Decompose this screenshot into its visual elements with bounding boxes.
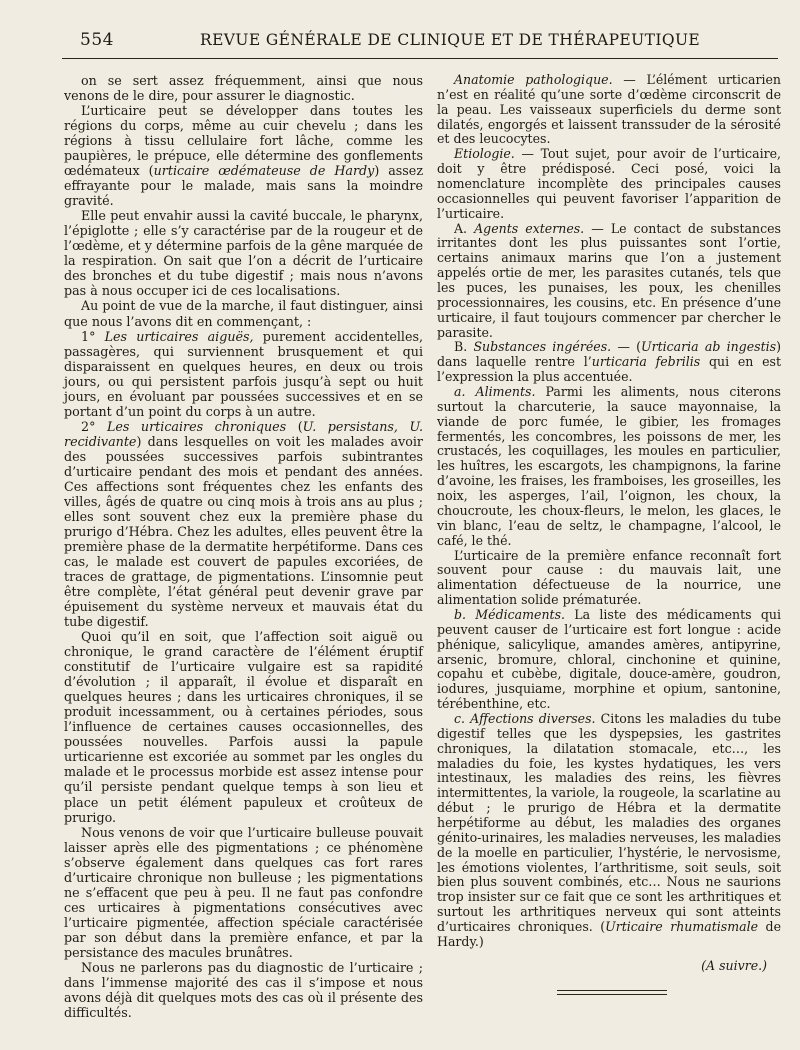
paragraph bbox=[64, 298, 423, 328]
left-column bbox=[64, 73, 423, 1020]
paragraph bbox=[437, 340, 781, 385]
text-run: A. bbox=[454, 220, 475, 236]
italic-text: Anatomie pathologique. bbox=[454, 72, 613, 87]
italic-text: Urticaire rhumatismale bbox=[605, 918, 759, 934]
text-run: — ( bbox=[611, 339, 642, 355]
paragraph bbox=[437, 549, 781, 608]
italic-text: c. Affections diverses. bbox=[454, 710, 596, 726]
text-run: Elle peut envahir aussi la cavité buccale, le pharynx, l’épiglotte ; elle s’y caractérise par de la rougeur et de l’œdème, et y détermine parfois de la gêne marquée de la respiration. On sait que l’on a décrit de l’urticaire des bronches et du tube digestif ; mais nous n’avons pas à nous occuper ici de ces localisations. bbox=[64, 208, 423, 299]
text-run: qui en est l’expression la plus accentuée. bbox=[437, 354, 781, 385]
paragraph bbox=[64, 629, 423, 824]
text-run: ) dans laquelle rentre l’ bbox=[437, 339, 781, 370]
text-run: L’urticaire peut se développer dans toutes les régions du corps, même au cuir chevelu ; dans les régions à tissu cellulaire fort lâche, comme les paupières, le prépuce, elle détermine des gonflements œdémateux ( bbox=[64, 103, 423, 179]
text-run: L’urticaire de la première enfance reconnaît fort souvent pour cause : du mauvais lait, une alimentation défectueuse de la nourrice, une alimentation solide prématurée. bbox=[437, 547, 781, 608]
italic-text: Les urticaires aiguës, bbox=[104, 328, 254, 344]
text-run: Nous venons de voir que l’urticaire bulleuse pouvait laisser après elle des pigmentations ; ce phénomène s’observe également dans quelques cas fort rares d’urticaire chronique non bulleuse ; les pigmentations ne s’effacent que peu à peu. Il ne faut pas confondre ces urticaires à pigmentations consécutives avec l’urticaire pigmentée, affection spéciale caractérisée par son début dans la première enfance, et par la persistance des macules brunâtres. bbox=[64, 824, 423, 960]
italic-text: Substances ingérées. bbox=[473, 339, 612, 355]
paragraph bbox=[437, 385, 781, 548]
paragraph bbox=[64, 960, 423, 1020]
paragraph bbox=[437, 712, 781, 950]
running-title: REVUE GÉNÉRALE DE CLINIQUE ET DE THÉRAPEUTIQUE bbox=[200, 31, 701, 49]
end-rule-bottom bbox=[557, 994, 667, 995]
text-run: — Le contact de substances irritantes dont les plus puissantes sont l’ortie, certains animaux marins que l’on a justement appelés ortie de mer, les parasites cutanés, tels que les puces, les punaises, les poux, les chenilles processionnaires, les cousins, etc. En présence d’une urticaire, il faut toujours commencer par chercher le parasite. bbox=[437, 220, 781, 340]
paragraph bbox=[64, 73, 423, 103]
text-run: — Tout sujet, pour avoir de l’urticaire, doit y être prédisposé. Ceci posé, voici la nomenclature incomplète des principales causes occasionnelles qui peuvent favoriser l’apparition de l’urticaire. bbox=[437, 146, 781, 221]
text-run: Quoi qu’il en soit, que l’affection soit aiguë ou chronique, le grand caractère de l’élément éruptif constitutif de l’urticaire vulgaire est sa rapidité d’évolution ; il apparaît, il évolue et disparaît en quelques heures ; dans les urticaires chroniques, il se produit incessamment, ou à certaines périodes, sous l’influence de certaines causes occasionnelles, des poussées nouvelles. Parfois aussi la papule urticarienne est excoriée au sommet par les ongles du malade et le processus morbide est assez intense pour qu’il persiste pendant quelque temps à son lieu et place un petit élément papuleux et croûteux de prurigo. bbox=[64, 629, 423, 825]
paragraph bbox=[64, 103, 423, 208]
continuation-note-text: (A suivre.) bbox=[701, 957, 767, 973]
italic-text: U. persistans, U. recidivante bbox=[64, 418, 424, 449]
text-run: Parmi les aliments, nous citerons surtout la charcuterie, la sauce mayonnaise, la viande de porc fumée, le gibier, les fromages fermentés, les concombres, les poissons de mer, les crustacés, les coquillages, les moules en particulier, les huîtres, les escargots, les champignons, la farine d’avoine, les fraises, les framboises, les groseilles, les noix, les asperges, l’ail, l’oignon, les choux, la choucroute, les choux-fleurs, le melon, les glaces, le vin blanc, l’eau de seltz, le champagne, l’alcool, le café, le thé. bbox=[437, 384, 781, 548]
text-run: de Hardy.) bbox=[437, 918, 782, 949]
text-run: B. bbox=[454, 339, 474, 355]
italic-text: urticaria febrilis bbox=[591, 354, 701, 370]
text-run: Au point de vue de la marche, il faut distinguer, ainsi que nous l’avons dit en commençant, : bbox=[64, 298, 423, 329]
paragraph bbox=[437, 608, 781, 712]
text-run: ) assez effrayante pour le malade, mais sans la moindre gravité. bbox=[64, 163, 424, 209]
end-rule-top bbox=[557, 990, 667, 991]
italic-text: urticaire œdémateuse de Hardy bbox=[153, 163, 375, 179]
text-run: Nous ne parlerons pas du diagnostic de l’urticaire ; dans l’immense majorité des cas il s’impose et nous avons déjà dit quelques mots des cas où il présente des difficultés. bbox=[64, 959, 423, 1020]
paragraph bbox=[64, 329, 423, 419]
text-run: — L’élément urticarien n’est en réalité qu’une sorte d’œdème circonscrit de la peau. Les vaisseaux superficiels du derme sont dilatés, engorgés et laissent transsuder de la sérosité et des leucocytes. bbox=[437, 72, 781, 147]
italic-text: Urticaria ab ingestis bbox=[641, 339, 777, 355]
text-run: Citons les maladies du tube digestif telles que les dyspepsies, les gastrites chroniques, la dilatation stomacale, etc…, les maladies du foie, les kystes hydatiques, les vers intestinaux, les maladies des reins, les fièvres intermittentes, la variole, la rougeole, la scarlatine au début ; le prurigo de Hébra et la dermatite herpétiforme au début, les maladies des organes génito-urinaires, les maladies nerveuses, les maladies de la moelle en particulier, l’hystérie, le nervosisme, les émotions violentes, l’arthritisme, soit seuls, soit bien plus souvent combinés, etc… Nous ne saurions trop insister sur ce fait que ce sont les arthritiques et surtout les arthritiques nerveux qui sont atteints d’urticaires chroniques. ( bbox=[437, 710, 781, 934]
italic-text: a. Aliments. bbox=[454, 384, 536, 400]
paragraph bbox=[64, 208, 423, 298]
page-number: 554 bbox=[80, 30, 114, 50]
paragraph bbox=[64, 419, 423, 629]
paragraph bbox=[64, 825, 423, 960]
paragraph bbox=[437, 222, 781, 341]
italic-text: b. Médicaments. bbox=[454, 606, 566, 622]
paragraph bbox=[437, 73, 781, 147]
italic-text: Les urticaires chroniques bbox=[106, 418, 287, 434]
text-run: ) dans lesquelles on voit les malades avoir des poussées successives parfois subintrantes d’urticaire pendant des mois et pendant des années. Ces affections sont fréquentes chez les enfants des villes, âgés de quatre ou cinq mois à trois ans au plus ; elles sont souvent chez eux la première phase du prurigo d’Hébra. Chez les adultes, elles peuvent être la première phase de la dermatite herpétiforme. Dans ces cas, le malade est couvert de papules excoriées, de traces de grattage, de pigmentations. L’insomnie peut être complète, l’état général peut devenir grave par épuisement du système nerveux et mauvais état du tube digestif. bbox=[64, 433, 423, 630]
text-run: 1° bbox=[81, 328, 105, 344]
text-run: ( bbox=[286, 418, 303, 434]
continuation-note bbox=[437, 959, 781, 974]
right-column bbox=[437, 73, 781, 974]
header-rule bbox=[62, 58, 778, 59]
text-run: purement accidentelles, passagères, qui surviennent brusquement et qui disparaissent en quelques heures, en deux ou trois jours, ou qui persistent parfois jusqu’à sept ou huit jours, en évoluant par poussées successives et en se portant d’un point du corps à un autre. bbox=[64, 328, 423, 419]
paragraph bbox=[437, 147, 781, 221]
text-run: La liste des médicaments qui peuvent causer de l’urticaire est fort longue : acide phénique, salicylique, amandes amères, antipyrine, arsenic, bromure, chloral, cinchonine et quinine, copahu et cubèbe, digitale, douce-amère, goudron, iodures, jusquiame, morphine et opium, santonine, térébenthine, etc. bbox=[437, 606, 781, 712]
italic-text: Agents externes. bbox=[474, 220, 585, 236]
italic-text: Etiologie. bbox=[454, 146, 515, 162]
text-run: on se sert assez fréquemment, ainsi que nous venons de le dire, pour assurer le diagnostic. bbox=[64, 73, 423, 104]
text-run: 2° bbox=[81, 418, 107, 434]
